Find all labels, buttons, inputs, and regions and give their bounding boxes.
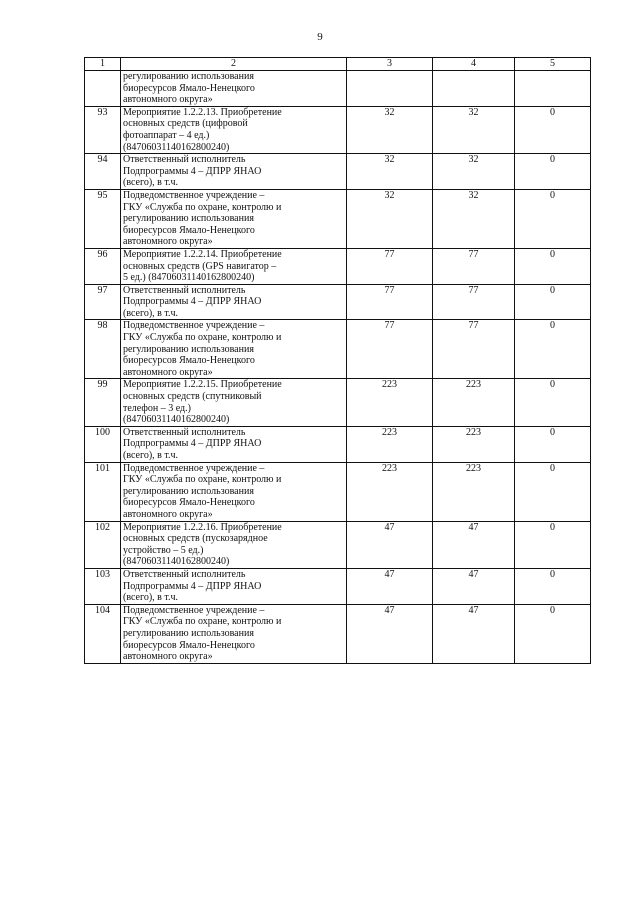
table-header-row xyxy=(85,58,591,71)
header-cell: 1 xyxy=(85,58,121,71)
row-description: Подведомственное учреждение – ГКУ «Служба по охране, контролю и регулированию использования биоресурсов Ямало-Ненецкого автономного округа» xyxy=(121,320,347,379)
header-cell: 4 xyxy=(433,58,515,71)
row-number: 93 xyxy=(85,106,121,153)
table-row xyxy=(85,521,591,568)
row-description: Мероприятие 1.2.2.14. Приобретение основных средств (GPS навигатор – 5 ед.) (84706031140162800240) xyxy=(121,248,347,284)
col3-value: 77 xyxy=(347,248,433,284)
table-row xyxy=(85,154,591,190)
row-description: Мероприятие 1.2.2.13. Приобретение основных средств (цифровой фотоаппарат – 4 ед.) (84706031140162800240) xyxy=(121,106,347,153)
row-description: Подведомственное учреждение – ГКУ «Служба по охране, контролю и регулированию использования биоресурсов Ямало-Ненецкого автономного округа» xyxy=(121,604,347,663)
col5-value xyxy=(515,71,591,107)
table-row xyxy=(85,604,591,663)
col3-value: 223 xyxy=(347,462,433,521)
col5-value: 0 xyxy=(515,426,591,462)
col5-value: 0 xyxy=(515,154,591,190)
page-number: 9 xyxy=(317,31,323,43)
table-row xyxy=(85,106,591,153)
row-number: 98 xyxy=(85,320,121,379)
data-table xyxy=(84,57,591,664)
table-row xyxy=(85,320,591,379)
row-description: регулированию использования биоресурсов Ямало-Ненецкого автономного округа» xyxy=(121,71,347,107)
table-row xyxy=(85,248,591,284)
col5-value: 0 xyxy=(515,462,591,521)
table-row xyxy=(85,189,591,248)
col3-value: 223 xyxy=(347,426,433,462)
col4-value: 223 xyxy=(433,462,515,521)
row-number: 97 xyxy=(85,284,121,320)
table-row xyxy=(85,462,591,521)
row-description: Мероприятие 1.2.2.16. Приобретение основных средств (пускозарядное устройство – 5 ед.) (84706031140162800240) xyxy=(121,521,347,568)
col4-value: 32 xyxy=(433,106,515,153)
col5-value: 0 xyxy=(515,320,591,379)
col3-value: 32 xyxy=(347,106,433,153)
col5-value: 0 xyxy=(515,521,591,568)
col4-value xyxy=(433,71,515,107)
row-number: 99 xyxy=(85,379,121,426)
col3-value: 47 xyxy=(347,568,433,604)
col5-value: 0 xyxy=(515,189,591,248)
col4-value: 223 xyxy=(433,426,515,462)
col3-value: 47 xyxy=(347,604,433,663)
col5-value: 0 xyxy=(515,284,591,320)
col5-value: 0 xyxy=(515,379,591,426)
row-number: 95 xyxy=(85,189,121,248)
col4-value: 47 xyxy=(433,604,515,663)
col3-value: 32 xyxy=(347,154,433,190)
table-row xyxy=(85,71,591,107)
table-row xyxy=(85,568,591,604)
header-cell: 5 xyxy=(515,58,591,71)
row-number: 101 xyxy=(85,462,121,521)
col5-value: 0 xyxy=(515,568,591,604)
col3-value: 32 xyxy=(347,189,433,248)
col4-value: 47 xyxy=(433,568,515,604)
col4-value: 223 xyxy=(433,379,515,426)
row-description: Ответственный исполнитель Подпрограммы 4 – ДПРР ЯНАО (всего), в т.ч. xyxy=(121,284,347,320)
row-description: Ответственный исполнитель Подпрограммы 4 – ДПРР ЯНАО (всего), в т.ч. xyxy=(121,568,347,604)
row-number: 96 xyxy=(85,248,121,284)
table-row xyxy=(85,284,591,320)
col4-value: 77 xyxy=(433,284,515,320)
header-cell: 3 xyxy=(347,58,433,71)
row-number: 100 xyxy=(85,426,121,462)
col5-value: 0 xyxy=(515,604,591,663)
col3-value: 77 xyxy=(347,284,433,320)
col3-value: 47 xyxy=(347,521,433,568)
col4-value: 47 xyxy=(433,521,515,568)
col3-value: 223 xyxy=(347,379,433,426)
col4-value: 32 xyxy=(433,154,515,190)
row-number: 104 xyxy=(85,604,121,663)
row-description: Ответственный исполнитель Подпрограммы 4 – ДПРР ЯНАО (всего), в т.ч. xyxy=(121,154,347,190)
col5-value: 0 xyxy=(515,248,591,284)
row-description: Мероприятие 1.2.2.15. Приобретение основных средств (спутниковый телефон – 3 ед.) (84706031140162800240) xyxy=(121,379,347,426)
col4-value: 77 xyxy=(433,248,515,284)
row-number xyxy=(85,71,121,107)
header-cell: 2 xyxy=(121,58,347,71)
col3-value: 77 xyxy=(347,320,433,379)
row-number: 103 xyxy=(85,568,121,604)
row-description: Подведомственное учреждение – ГКУ «Служба по охране, контролю и регулированию использования биоресурсов Ямало-Ненецкого автономного округа» xyxy=(121,189,347,248)
row-number: 102 xyxy=(85,521,121,568)
row-number: 94 xyxy=(85,154,121,190)
col5-value: 0 xyxy=(515,106,591,153)
col3-value xyxy=(347,71,433,107)
row-description: Подведомственное учреждение – ГКУ «Служба по охране, контролю и регулированию использования биоресурсов Ямало-Ненецкого автономного округа» xyxy=(121,462,347,521)
col4-value: 77 xyxy=(433,320,515,379)
table-row xyxy=(85,379,591,426)
table-row xyxy=(85,426,591,462)
row-description: Ответственный исполнитель Подпрограммы 4 – ДПРР ЯНАО (всего), в т.ч. xyxy=(121,426,347,462)
col4-value: 32 xyxy=(433,189,515,248)
